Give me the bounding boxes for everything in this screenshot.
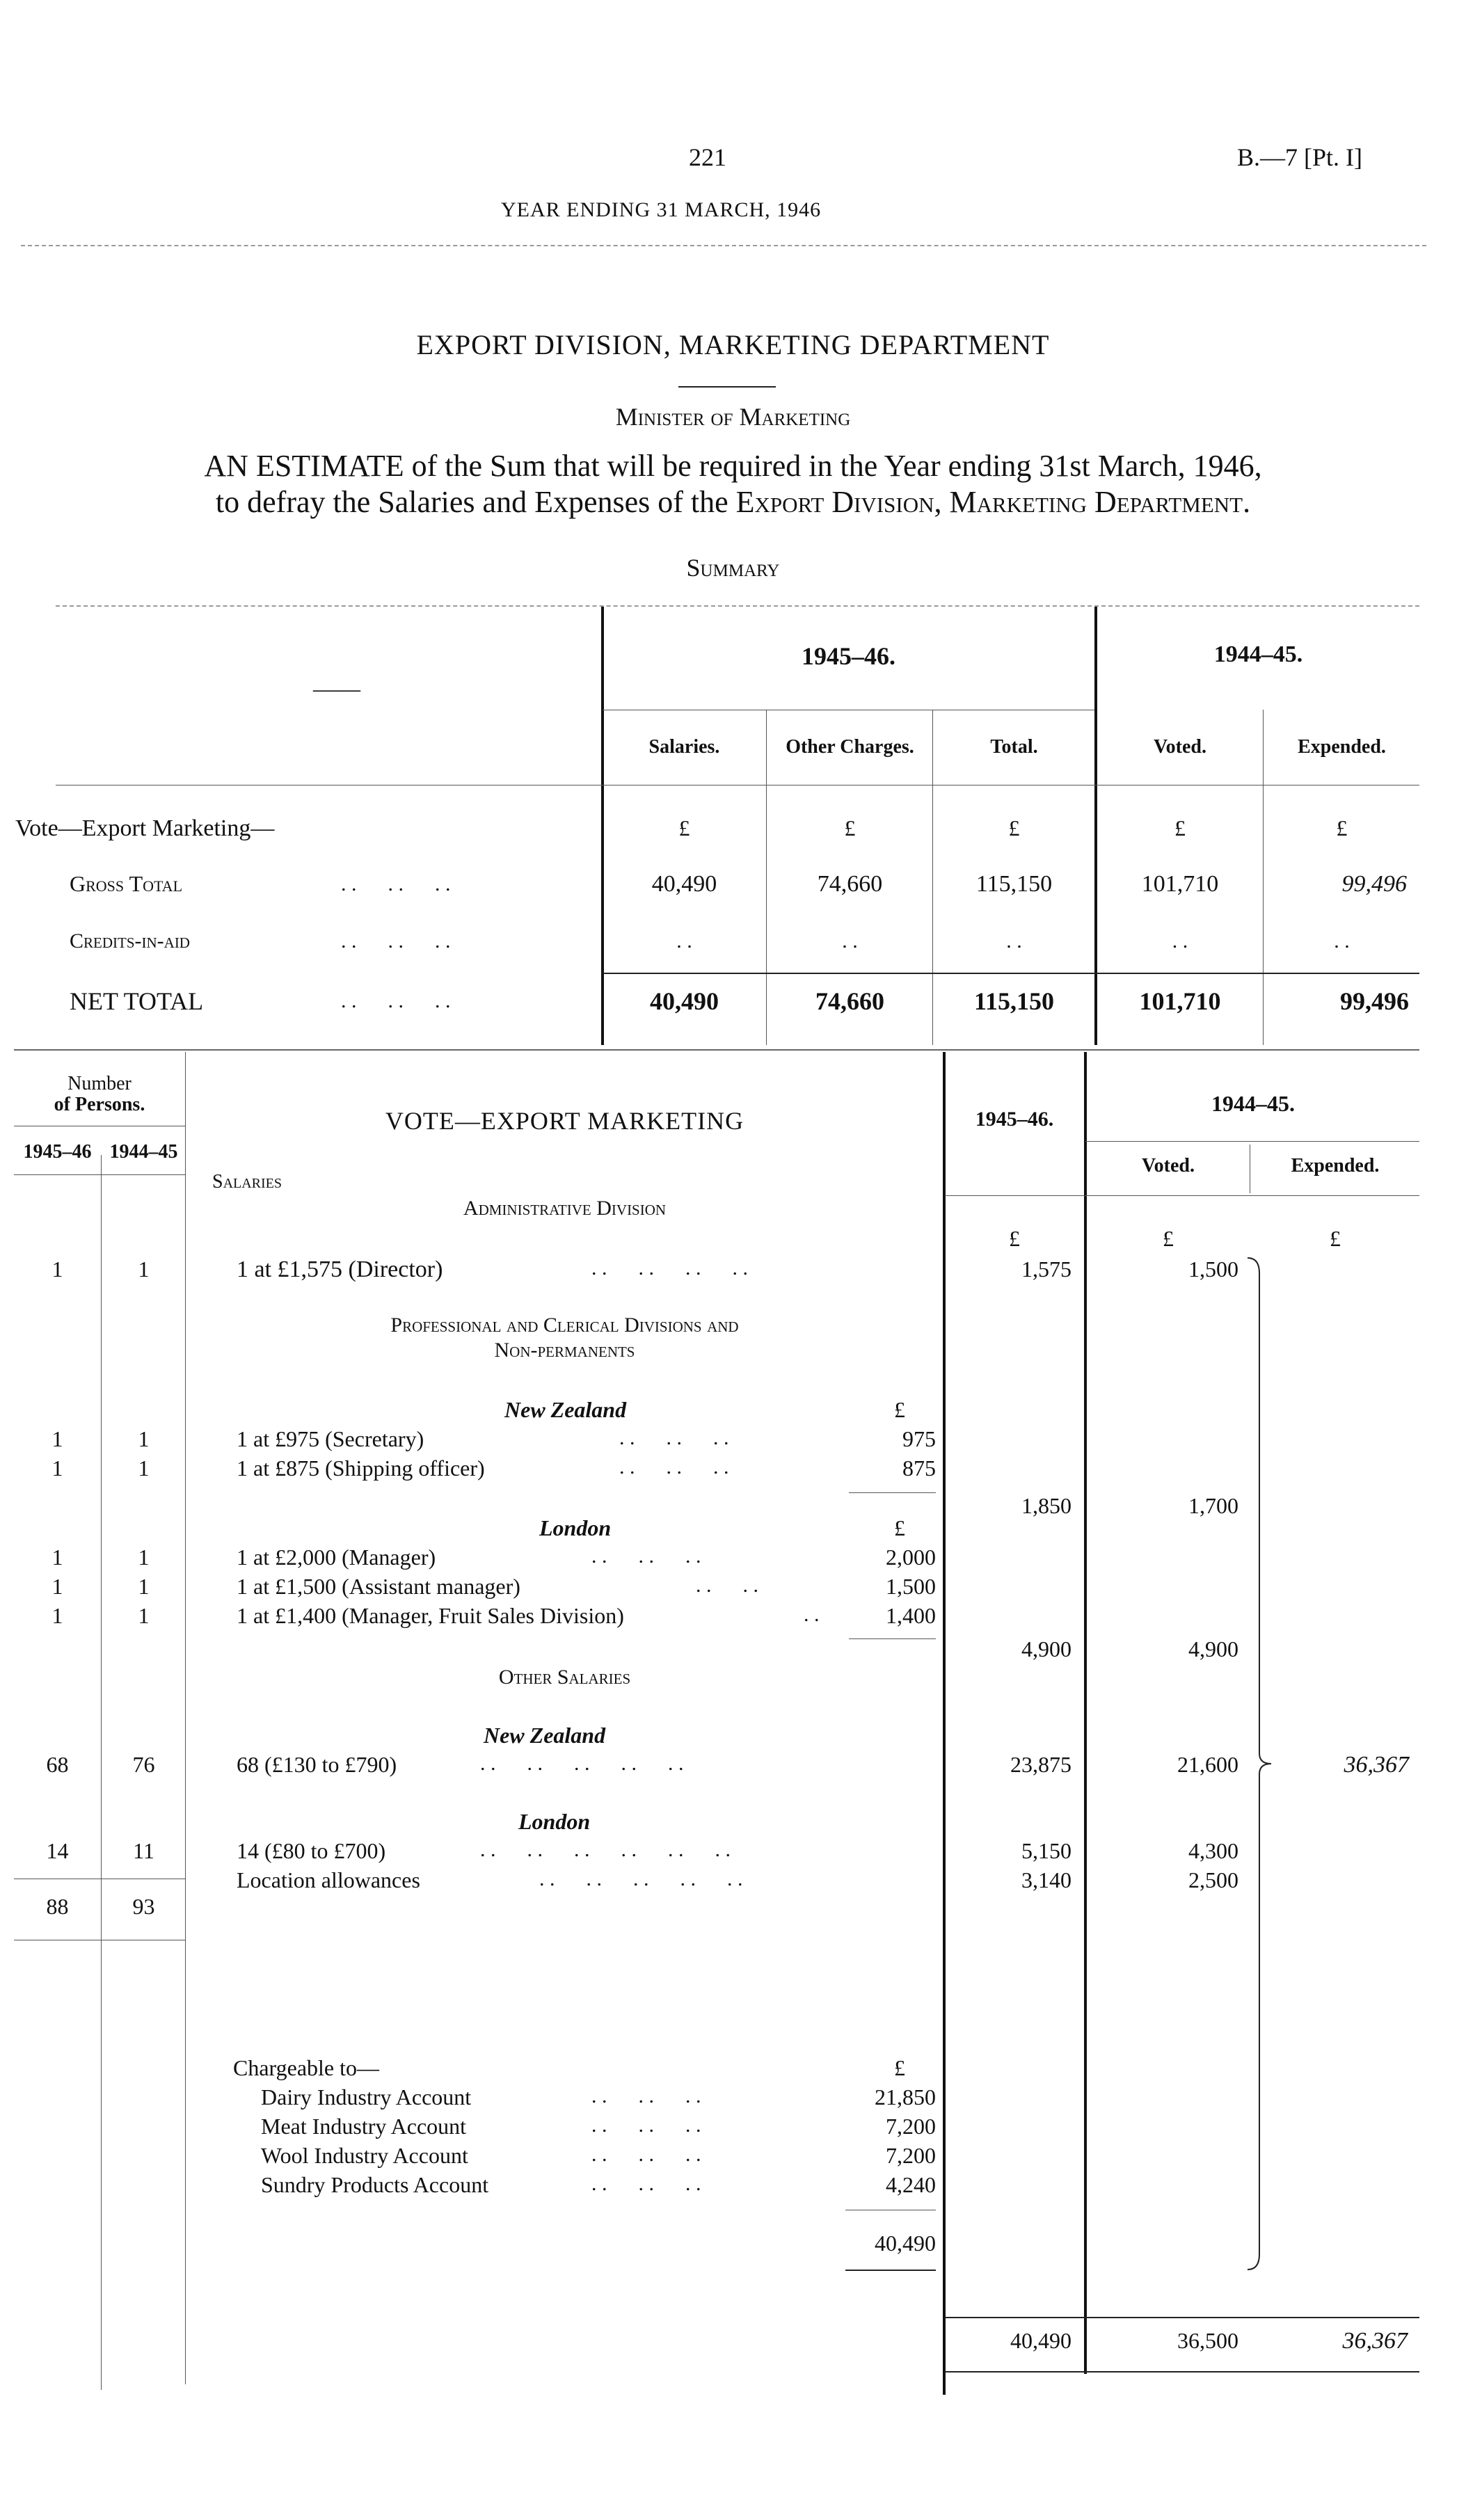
persons-previous: 11: [133, 1838, 154, 1863]
persons-current: 1: [51, 1426, 63, 1451]
chargeable-total-rule: [845, 2270, 936, 2271]
admin-division-heading: Administrative Division: [463, 1197, 667, 1220]
gross-total-label: Gross Total: [70, 871, 183, 896]
vote-col-voted: Voted.: [1142, 1155, 1195, 1177]
other-nz-heading: New Zealand: [484, 1723, 606, 1748]
london-row-amount: 2,000: [886, 1545, 936, 1570]
london-row-amount: 1,500: [886, 1574, 936, 1599]
chargeable-account: Meat Industry Account: [261, 2114, 467, 2139]
persons-previous: 1: [138, 1456, 150, 1481]
net-total-salaries: 40,490: [650, 987, 719, 1015]
location-current: 3,140: [1021, 1867, 1071, 1892]
leader-dots: . . . . . .: [591, 2084, 701, 2107]
london-row-text: 1 at £1,400 (Manager, Fruit Sales Division): [237, 1603, 624, 1628]
nz-row-amount: 875: [902, 1456, 936, 1481]
other-london-heading: London: [518, 1809, 591, 1834]
london-row-text: 1 at £2,000 (Manager): [237, 1545, 436, 1570]
persons-col-divider: [101, 1155, 102, 2390]
net-total-voted: 101,710: [1139, 987, 1221, 1015]
net-total-expended: 99,496: [1340, 987, 1409, 1015]
chargeable-account: Wool Industry Account: [261, 2143, 468, 2168]
document-reference: B.—7 [Pt. I]: [1237, 143, 1362, 171]
summary-vote-label: Vote—Export Marketing—: [15, 815, 275, 841]
chargeable-account: Sundry Products Account: [261, 2172, 489, 2197]
other-nz-current: 23,875: [1010, 1752, 1071, 1777]
vote-currency: £: [894, 1515, 905, 1540]
summary-col-divider: [766, 710, 767, 1045]
leader-dots: . .: [804, 1603, 820, 1626]
nz-subtotal-current: 1,850: [1021, 1493, 1071, 1518]
credits-total: . .: [1006, 930, 1022, 952]
other-salaries-heading: Other Salaries: [498, 1666, 631, 1689]
grand-total-expended: 36,367: [1342, 2328, 1408, 2354]
chargeable-account: Dairy Industry Account: [261, 2084, 472, 2110]
persons-col-divider: [185, 1052, 186, 2384]
persons-previous: 1: [138, 1574, 150, 1599]
persons-total-previous: 93: [132, 1894, 155, 1919]
vote-col-current: 1945–46.: [975, 1108, 1054, 1131]
summary-col-expended: Expended.: [1298, 736, 1386, 758]
gross-total-salaries: 40,490: [651, 871, 717, 897]
credits-voted: . .: [1172, 930, 1188, 952]
net-total-other: 74,660: [815, 987, 884, 1015]
leader-dots: . . . . . . . . . .: [480, 1752, 684, 1775]
gross-total-other: 74,660: [817, 871, 883, 897]
minister-title: Minister of Marketing: [615, 403, 851, 431]
director-voted: 1,500: [1188, 1257, 1238, 1282]
net-total-label: NET TOTAL: [70, 987, 204, 1015]
credits-in-aid-label: Credits-in-aid: [70, 930, 190, 952]
leader-dots: . . . . . . . . . .: [539, 1867, 743, 1890]
persons-current: 1: [51, 1257, 63, 1282]
persons-current: 1: [51, 1574, 63, 1599]
persons-current: 14: [46, 1838, 69, 1863]
grand-total-rule: [945, 2317, 1419, 2318]
summary-bottom-rule: [14, 1049, 1419, 1051]
gross-total-total: 115,150: [975, 871, 1053, 897]
leader-dots: . . . . . .: [591, 1545, 701, 1568]
vote-currency: £: [894, 1397, 905, 1422]
london-row-amount: 1,400: [886, 1603, 936, 1628]
vote-currency: £: [894, 2055, 905, 2080]
persons-header-2: of Persons.: [54, 1094, 145, 1115]
nz-row-text: 1 at £875 (Shipping officer): [237, 1456, 485, 1481]
leader-dots: . . . . . . . . . . . .: [480, 1838, 731, 1861]
estimate-line-1: AN ESTIMATE of the Sum that will be required in the Year ending 31st March, 1946,: [204, 449, 1262, 483]
gross-total-expended: 99,496: [1341, 871, 1407, 897]
chargeable-amount: 4,240: [886, 2172, 936, 2197]
persons-previous: 1: [138, 1426, 150, 1451]
vote-currency: £: [1330, 1226, 1341, 1251]
leader-dots: . . . .: [696, 1574, 758, 1597]
summary-period-previous: 1944–45.: [1213, 641, 1303, 667]
summary-col-divider: [932, 710, 933, 1045]
vote-col-expended: Expended.: [1291, 1155, 1380, 1177]
net-total-total: 115,150: [973, 987, 1054, 1015]
page-number: 221: [689, 143, 726, 171]
salaries-label: Salaries: [212, 1171, 282, 1193]
leader-dots: . . . . . .: [341, 872, 451, 895]
london-subtotal-voted: 4,900: [1188, 1636, 1238, 1661]
leader-dots: . . . . . .: [341, 989, 451, 1012]
leader-dots: . . . . . .: [591, 2114, 701, 2137]
other-london-text: 14 (£80 to £700): [237, 1838, 386, 1863]
chargeable-amount: 7,200: [886, 2143, 936, 2168]
persons-header-1: Number: [67, 1073, 132, 1094]
professional-heading-2: Non-permanents: [494, 1339, 635, 1362]
estimate-line-2: [0, 484, 1466, 520]
persons-current: 1: [51, 1603, 63, 1628]
leader-dots: . . . . . .: [619, 1426, 729, 1449]
subtotal-rule: [849, 1638, 936, 1639]
nz-heading: New Zealand: [504, 1397, 627, 1422]
grand-total-bottom-rule: [945, 2371, 1419, 2373]
leader-dots: . . . . . .: [591, 2143, 701, 2166]
summary-col-divider: [1263, 710, 1264, 1045]
persons-previous: 1: [138, 1545, 150, 1570]
london-heading: London: [539, 1515, 612, 1540]
persons-current: 1: [51, 1456, 63, 1481]
vote-col-previous: 1944–45.: [1211, 1091, 1295, 1116]
subtotal-rule: [849, 1492, 936, 1493]
grand-total-voted: 36,500: [1177, 2328, 1238, 2353]
grand-total-current: 40,490: [1010, 2328, 1071, 2353]
location-allowances-text: Location allowances: [237, 1867, 420, 1892]
other-nz-voted: 21,600: [1177, 1752, 1238, 1777]
director-line: 1 at £1,575 (Director): [237, 1257, 443, 1282]
persons-year-previous: 1944–45: [109, 1141, 178, 1163]
nz-row-amount: 975: [902, 1426, 936, 1451]
nz-subtotal-voted: 1,700: [1188, 1493, 1238, 1518]
chargeable-total: 40,490: [875, 2231, 936, 2256]
other-nz-expended: 36,367: [1344, 1752, 1409, 1778]
summary-currency: £: [1008, 815, 1020, 840]
summary-col-other: Other Charges.: [786, 736, 914, 758]
persons-year-rule: [14, 1174, 185, 1175]
vote-header-rule: [945, 1195, 1419, 1196]
chargeable-amount: 21,850: [875, 2084, 936, 2110]
leader-dots: . . . . . .: [341, 930, 451, 952]
vote-col-divider: [943, 1052, 946, 2395]
net-total-rule: [603, 973, 1419, 974]
title-rule: [678, 386, 776, 388]
london-row-text: 1 at £1,500 (Assistant manager): [237, 1574, 520, 1599]
persons-current: 1: [51, 1545, 63, 1570]
credits-other: . .: [842, 930, 858, 952]
other-london-current: 5,150: [1021, 1838, 1071, 1863]
vote-currency: £: [1009, 1226, 1020, 1251]
gross-total-voted: 101,710: [1141, 871, 1219, 897]
location-voted: 2,500: [1188, 1867, 1238, 1892]
persons-total-current: 88: [46, 1894, 69, 1919]
summary-currency: £: [844, 815, 856, 840]
persons-year-current: 1945–46: [23, 1141, 92, 1163]
persons-previous: 76: [132, 1752, 155, 1777]
vote-currency: £: [1163, 1226, 1174, 1251]
summary-period-current: 1945–46.: [802, 642, 895, 670]
summary-dash: ——: [313, 676, 360, 702]
persons-current: 68: [46, 1752, 69, 1777]
expended-brace: [1242, 1252, 1277, 2275]
summary-title: Summary: [686, 554, 780, 582]
persons-previous: 1: [138, 1603, 150, 1628]
vote-previous-rule: [1085, 1141, 1419, 1142]
estimate-line-2-text: to defray the Salaries and Expenses of the: [215, 485, 736, 519]
persons-previous: 1: [138, 1257, 150, 1282]
year-line: YEAR ENDING 31 MARCH, 1946: [501, 198, 822, 221]
director-current: 1,575: [1021, 1257, 1071, 1282]
summary-currency: £: [1174, 815, 1186, 840]
credits-expended: . .: [1334, 930, 1350, 952]
vote-title: VOTE—EXPORT MARKETING: [385, 1107, 744, 1135]
professional-heading-1: Professional and Clerical Divisions and: [390, 1314, 739, 1337]
summary-col-total: Total.: [990, 736, 1038, 758]
chargeable-amount: 7,200: [886, 2114, 936, 2139]
other-nz-text: 68 (£130 to £790): [237, 1752, 397, 1777]
leader-dots: . . . . . . . .: [591, 1257, 748, 1279]
other-london-voted: 4,300: [1188, 1838, 1238, 1863]
london-subtotal-current: 4,900: [1021, 1636, 1071, 1661]
division-title: EXPORT DIVISION, MARKETING DEPARTMENT: [416, 329, 1050, 360]
leader-dots: . . . . . .: [591, 2172, 701, 2195]
summary-col-salaries: Salaries.: [648, 736, 720, 758]
summary-currency: £: [678, 815, 690, 840]
summary-top-rule: [56, 605, 1419, 607]
leader-dots: . . . . . .: [619, 1456, 729, 1478]
chargeable-label: Chargeable to—: [233, 2055, 380, 2080]
header-rule: [21, 245, 1426, 246]
credits-salaries: . .: [676, 930, 692, 952]
summary-currency: £: [1336, 815, 1348, 840]
summary-col-voted: Voted.: [1154, 736, 1206, 758]
nz-row-text: 1 at £975 (Secretary): [237, 1426, 424, 1451]
estimate-line-2-division: Export Division, Marketing Department.: [735, 485, 1251, 519]
